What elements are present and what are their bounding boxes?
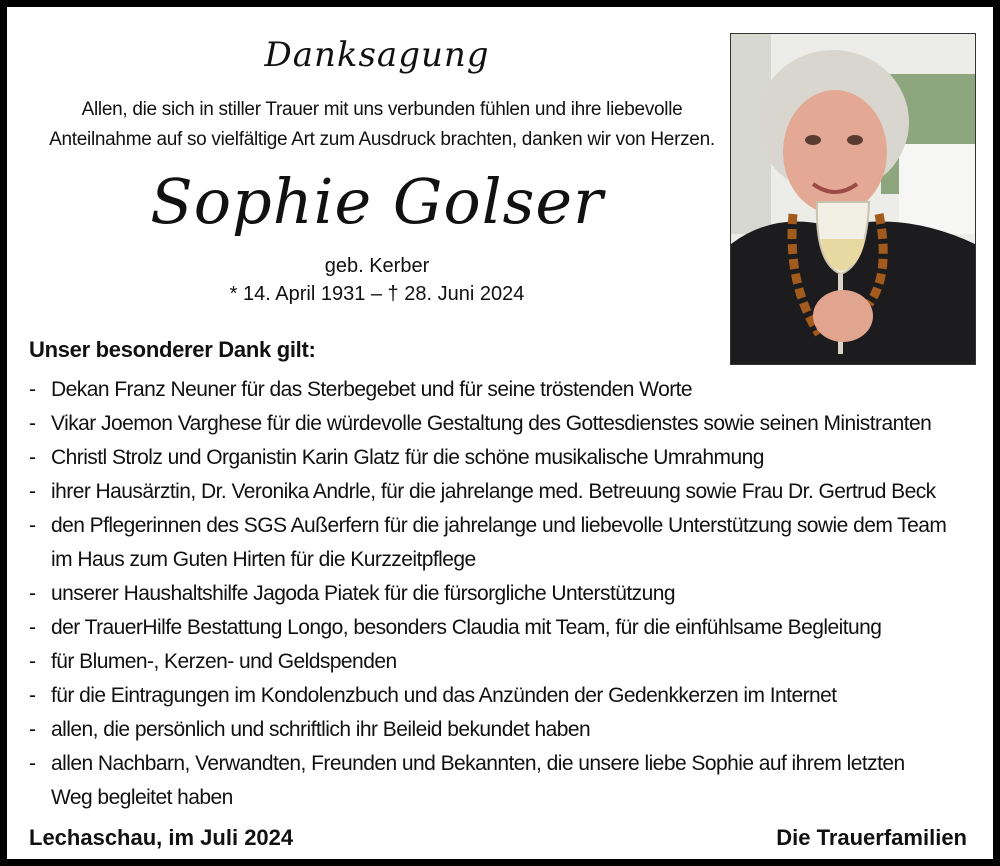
signature: Die Trauerfamilien <box>776 825 967 850</box>
thanks-item-text: Dekan Franz Neuner für das Sterbegebet und für seine tröstenden Worte <box>51 378 693 401</box>
thanks-item-text: der TrauerHilfe Bestattung Longo, besonders Claudia mit Team, für die einfühlsame Begleitung <box>51 616 882 639</box>
thanks-item-text: allen Nachbarn, Verwandten, Freunden und Bekannten, die unsere liebe Sophie auf ihrem letzten Weg begleitet haben <box>51 752 905 809</box>
portrait-photo <box>730 33 976 365</box>
thanks-item: - der TrauerHilfe Bestattung Longo, besonders Claudia mit Team, für die einfühlsame Begleitung <box>29 616 882 639</box>
thanks-title: Unser besonderer Dank gilt: <box>29 337 316 362</box>
thanks-item: - den Pflegerinnen des SGS Außerfern für die jahrelange und liebevolle Unterstützung sowie dem Team im Haus zum Guten Hirten für die Kurzzeitpflege <box>29 514 947 571</box>
thanks-item-text: für Blumen-, Kerzen- und Geldspenden <box>51 650 397 673</box>
thanks-item: - Dekan Franz Neuner für das Sterbegebet und für seine tröstenden Worte <box>29 378 693 401</box>
thanks-item-text: für die Eintragungen im Kondolenzbuch und das Anzünden der Gedenkkerzen im Internet <box>51 684 837 707</box>
thanks-item: - für Blumen-, Kerzen- und Geldspenden <box>29 650 397 673</box>
heading: Danksagung <box>264 35 490 75</box>
life-dates: * 14. April 1931 – † 28. Juni 2024 <box>229 283 525 305</box>
place-date: Lechaschau, im Juli 2024 <box>29 825 294 850</box>
thanks-item: - allen Nachbarn, Verwandten, Freunden und Bekannten, die unsere liebe Sophie auf ihrem letzten Weg begleitet haben <box>29 752 905 809</box>
thanks-item: - ihrer Hausärztin, Dr. Veronika Andrle, für die jahrelange med. Betreuung sowie Frau Dr. Gertrud Beck <box>29 480 936 503</box>
deceased-name: Sophie Golser <box>150 165 604 238</box>
thanks-item-text: Vikar Joemon Varghese für die würdevolle Gestaltung des Gottesdienstes sowie seinen Ministranten <box>51 412 932 435</box>
thanks-item-text: ihrer Hausärztin, Dr. Veronika Andrle, für die jahrelange med. Betreuung sowie Frau Dr. Gertrud Beck <box>51 480 936 503</box>
intro-text <box>17 95 747 155</box>
thanks-item-text: unserer Haushaltshilfe Jagoda Piatek für die fürsorgliche Unterstützung <box>51 582 675 605</box>
portrait-image <box>731 34 975 364</box>
thanks-item-text: den Pflegerinnen des SGS Außerfern für die jahrelange und liebevolle Unterstützung sowie dem Team im Haus zum Guten Hirten für die Kurzzeitpflege <box>51 514 947 571</box>
thanks-item: - Vikar Joemon Varghese für die würdevolle Gestaltung des Gottesdienstes sowie seinen Ministranten <box>29 412 932 435</box>
thanks-item: - unserer Haushaltshilfe Jagoda Piatek für die fürsorgliche Unterstützung <box>29 582 675 605</box>
thanks-item: - für die Eintragungen im Kondolenzbuch und das Anzünden der Gedenkkerzen im Internet <box>29 684 837 707</box>
thanks-item-text: allen, die persönlich und schriftlich ihr Beileid bekundet haben <box>51 718 591 741</box>
intro-line: Anteilnahme auf so vielfältige Art zum Ausdruck brachten, danken wir von Herzen. <box>49 129 715 150</box>
thanks-list <box>29 373 989 815</box>
maiden-name: geb. Kerber <box>324 255 430 277</box>
thanks-item-text: Christl Strolz und Organistin Karin Glatz für die schöne musikalische Umrahmung <box>51 446 764 469</box>
thanks-item: - Christl Strolz und Organistin Karin Glatz für die schöne musikalische Umrahmung <box>29 446 764 469</box>
thanks-item: - allen, die persönlich und schriftlich ihr Beileid bekundet haben <box>29 718 591 741</box>
intro-line: Allen, die sich in stiller Trauer mit uns verbunden fühlen und ihre liebevolle <box>81 99 683 120</box>
